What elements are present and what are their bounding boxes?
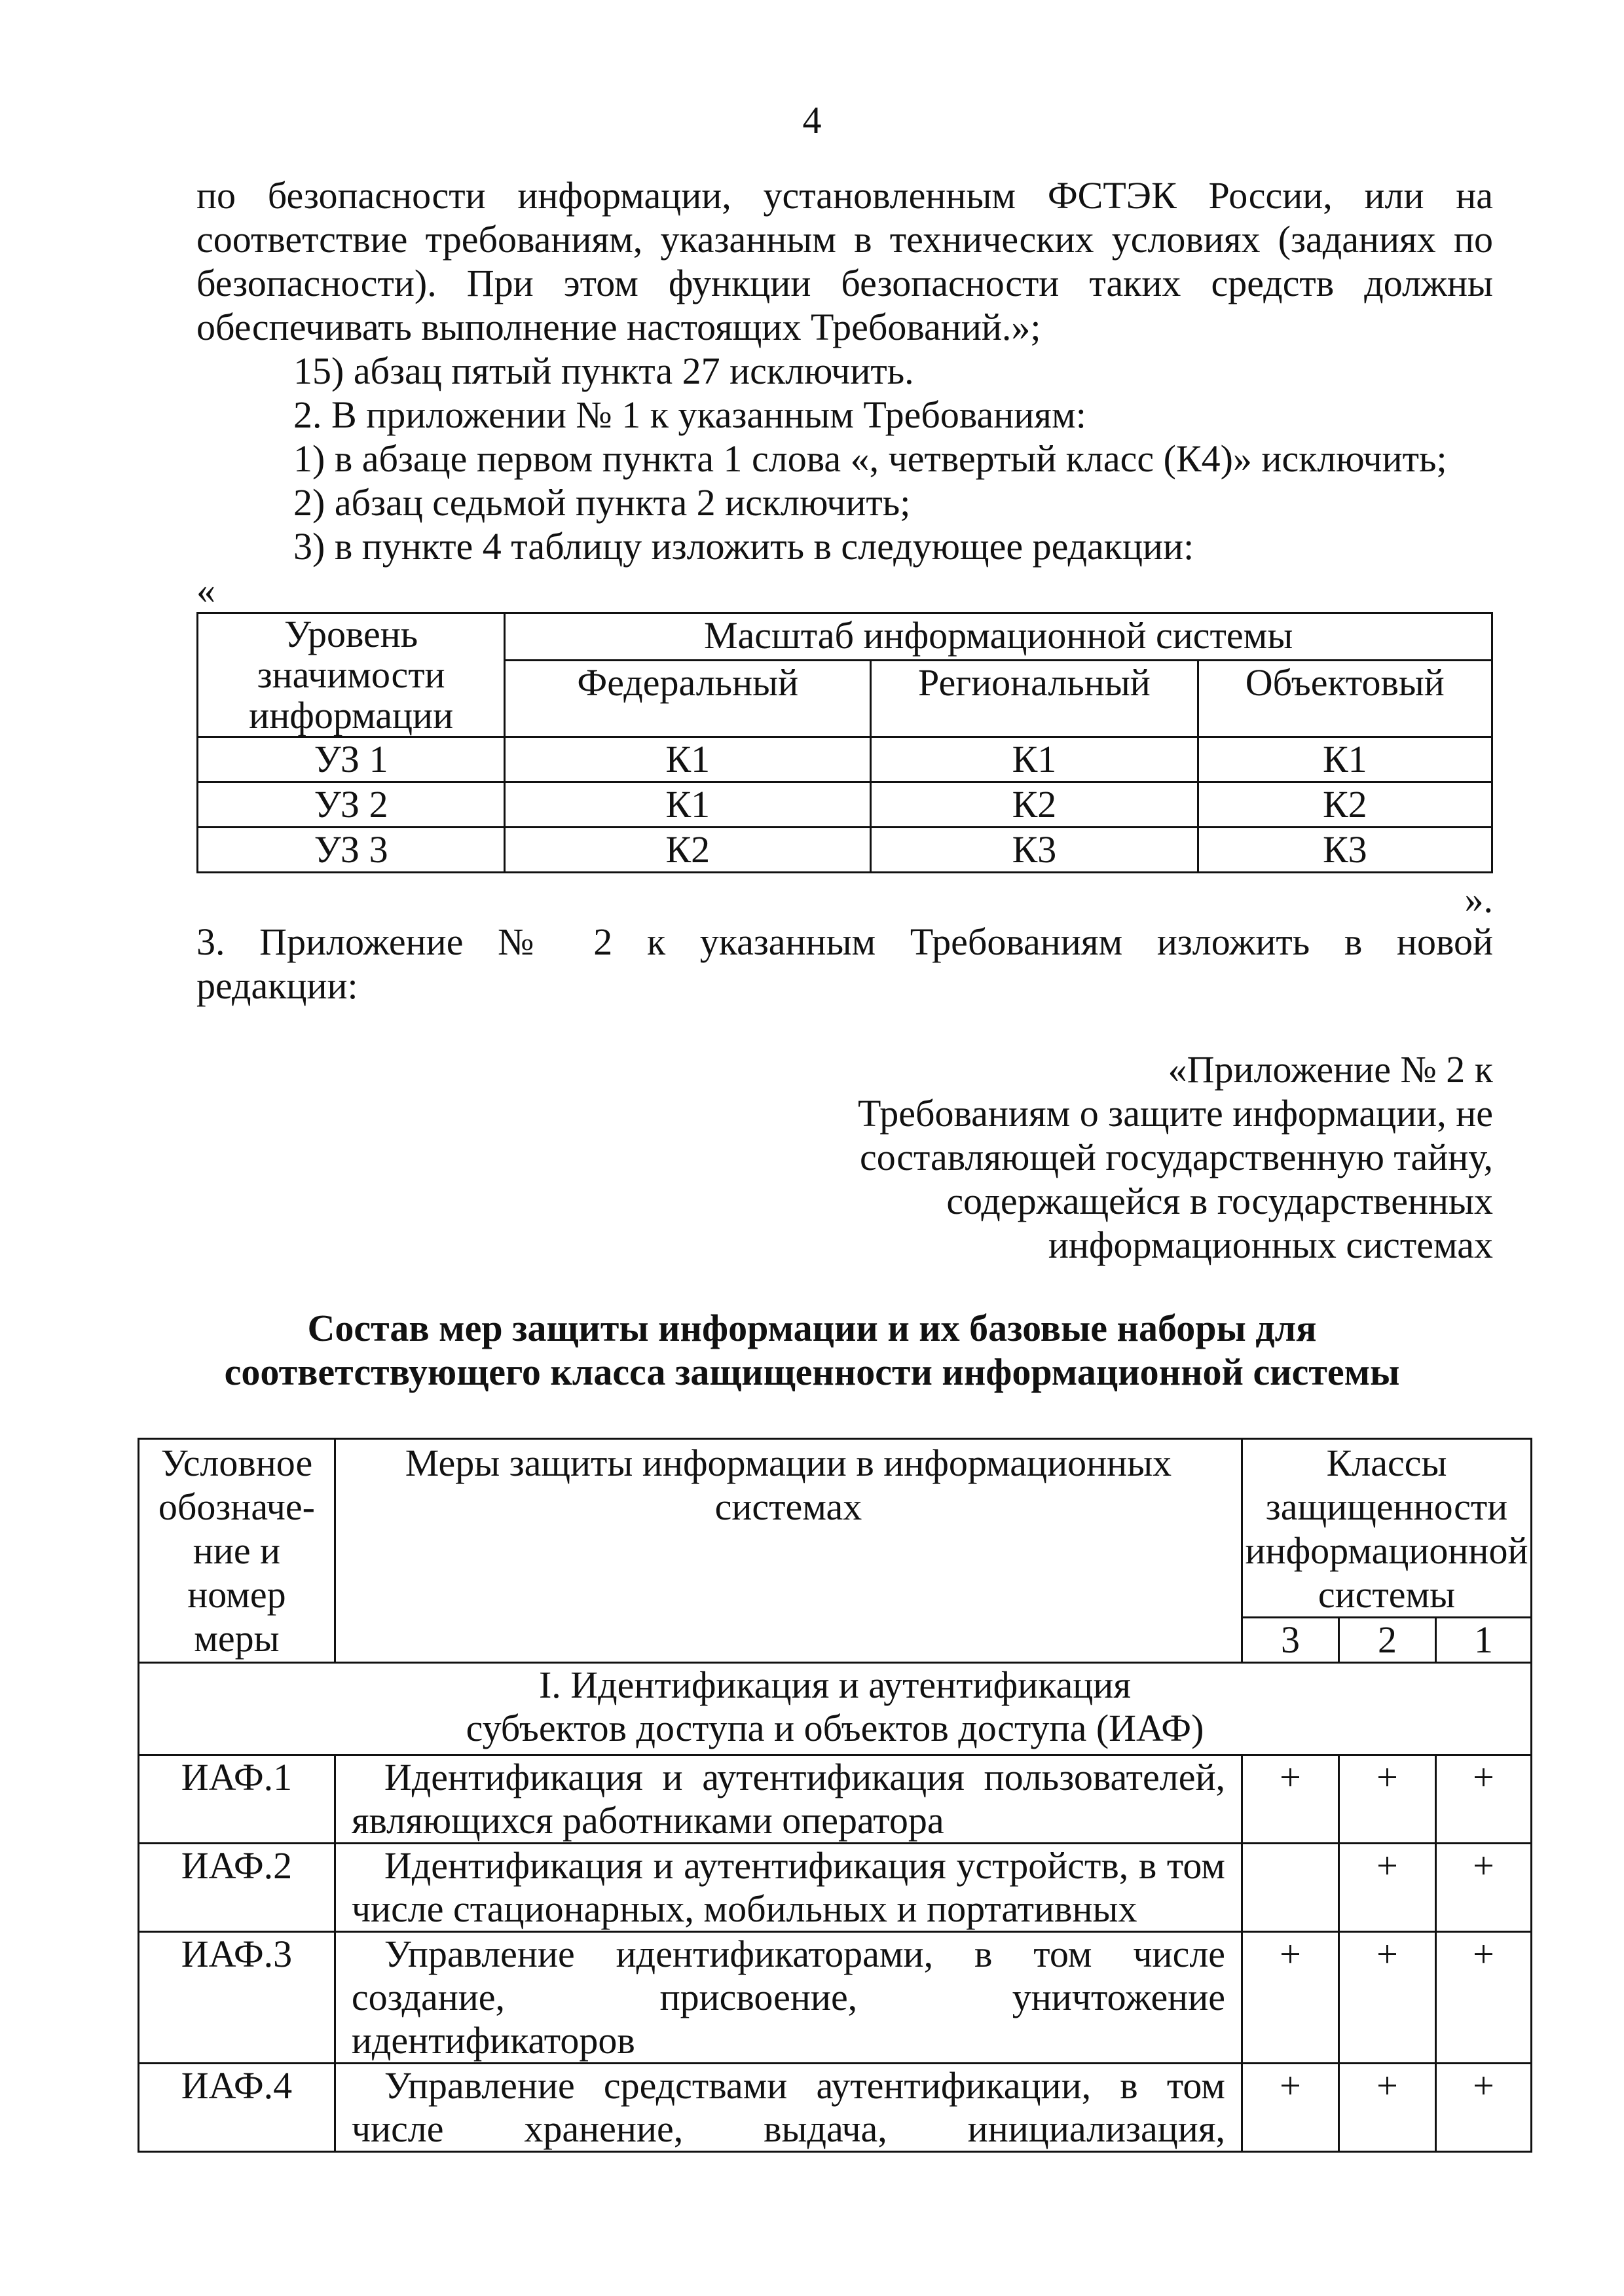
- measure-name: [335, 1844, 1242, 1932]
- class-cell: К1: [871, 737, 1198, 782]
- appendix-header-line: содержащейся в государственных: [946, 1180, 1493, 1222]
- measures-table: [138, 1438, 1532, 2153]
- intro-paragraph-line-1: по безопасности информации, установленным ФСТЭК России, или на: [196, 174, 1493, 217]
- mark-class-3: +: [1242, 1755, 1339, 1844]
- measure-name-line-2: создание, присвоение, уничтожение идентификаторов: [351, 1976, 1226, 2062]
- item-3-line-2: редакции:: [196, 964, 358, 1007]
- table-row: [139, 1932, 1532, 2064]
- table-row: [198, 737, 1492, 782]
- class-cell: К1: [1198, 737, 1492, 782]
- measure-name-line-2: числе хранение, выдача, инициализация,: [351, 2107, 1226, 2150]
- section-row: [139, 1663, 1532, 1755]
- appendix-header: [858, 1048, 1493, 1267]
- mark-class-2: +: [1339, 1844, 1436, 1932]
- title-line-2: соответствующего класса защищенности информационной системы: [224, 1351, 1400, 1393]
- measures-col-name-header: Меры защиты информации в информационных системах: [335, 1439, 1242, 1663]
- section-title: [139, 1663, 1532, 1755]
- table-row: [139, 1844, 1532, 1932]
- class-1-header: 1: [1435, 1618, 1531, 1663]
- mark-class-1: +: [1435, 1755, 1531, 1844]
- class-cell: К3: [1198, 828, 1492, 873]
- measure-code: ИАФ.2: [139, 1844, 335, 1932]
- measure-name: [335, 2064, 1242, 2152]
- appendix-header-line: информационных системах: [1048, 1224, 1493, 1266]
- open-quote: «: [196, 569, 215, 611]
- item-15: 15) абзац пятый пункта 27 исключить.: [293, 350, 914, 392]
- measure-code: ИАФ.3: [139, 1932, 335, 2064]
- measure-name: [335, 1932, 1242, 2064]
- mark-class-3: [1242, 1844, 1339, 1932]
- mark-class-1: +: [1435, 2064, 1531, 2152]
- level-cell: УЗ 1: [198, 737, 505, 782]
- class-cell: К3: [871, 828, 1198, 873]
- measure-name-line-1: Идентификация и аутентификация пользователей,: [384, 1756, 1226, 1798]
- item-2-3: 3) в пункте 4 таблицу изложить в следующее редакции:: [293, 525, 1194, 568]
- mark-class-2: +: [1339, 1932, 1436, 2064]
- section-title-line-1: I. Идентификация и аутентификация: [538, 1664, 1132, 1706]
- measure-name-line-1: Идентификация и аутентификация устройств, в том: [384, 1844, 1226, 1887]
- measure-name-line-2: числе стационарных, мобильных и портативных: [351, 1887, 1137, 1930]
- intro-paragraph-line-3: безопасности). При этом функции безопасности таких средств должны: [196, 262, 1493, 304]
- document-title: [0, 1306, 1624, 1394]
- mark-class-2: +: [1339, 1755, 1436, 1844]
- table-row: [198, 828, 1492, 873]
- class-cell: К1: [505, 782, 871, 828]
- table-row: [139, 2064, 1532, 2152]
- title-line-1: Состав мер защиты информации и их базовые наборы для: [307, 1307, 1317, 1349]
- levels-col-regional: Региональный: [871, 660, 1198, 737]
- section-title-line-2: субъектов доступа и объектов доступа (ИАФ): [466, 1707, 1204, 1749]
- measures-col-code-header: Условное обозначе-ние и номер меры: [139, 1439, 335, 1663]
- class-cell: К1: [505, 737, 871, 782]
- table-row: [139, 1755, 1532, 1844]
- mark-class-1: +: [1435, 1932, 1531, 2064]
- close-quote: ».: [1464, 878, 1493, 920]
- item-2: 2. В приложении № 1 к указанным Требованиям:: [293, 393, 1086, 436]
- levels-row-header: Уровень значимости информации: [198, 613, 505, 737]
- class-cell: К2: [871, 782, 1198, 828]
- table-row: [198, 782, 1492, 828]
- class-3-header: 3: [1242, 1618, 1339, 1663]
- levels-col-object: Объектовый: [1198, 660, 1492, 737]
- item-2-1: 1) в абзаце первом пункта 1 слова «, четвертый класс (К4)» исключить;: [293, 437, 1447, 480]
- appendix-header-line: составляющей государственную тайну,: [860, 1136, 1493, 1178]
- levels-col-federal: Федеральный: [505, 660, 871, 737]
- measure-code: ИАФ.1: [139, 1755, 335, 1844]
- level-cell: УЗ 3: [198, 828, 505, 873]
- levels-group-header: Масштаб информационной системы: [505, 613, 1492, 661]
- intro-paragraph-line-2: соответствие требованиям, указанным в технических условиях (заданиях по: [196, 218, 1493, 261]
- page-number: 4: [802, 99, 822, 141]
- measure-name-line-1: Управление средствами аутентификации, в том: [384, 2064, 1226, 2107]
- measure-name: [335, 1755, 1242, 1844]
- mark-class-2: +: [1339, 2064, 1436, 2152]
- measure-name-line-1: Управление идентификаторами, в том числе: [384, 1933, 1226, 1975]
- mark-class-3: +: [1242, 1932, 1339, 2064]
- measures-col-classes-header: Классы защищенности информационной системы: [1242, 1439, 1532, 1618]
- levels-table: [196, 612, 1493, 873]
- mark-class-3: +: [1242, 2064, 1339, 2152]
- class-cell: К2: [1198, 782, 1492, 828]
- intro-paragraph-line-4: обеспечивать выполнение настоящих Требований.»;: [196, 306, 1041, 348]
- class-2-header: 2: [1339, 1618, 1436, 1663]
- class-cell: К2: [505, 828, 871, 873]
- appendix-header-line: Требованиям о защите информации, не: [858, 1092, 1493, 1135]
- measure-name-line-2: являющихся работниками оператора: [351, 1799, 944, 1842]
- measure-code: ИАФ.4: [139, 2064, 335, 2152]
- appendix-header-line: «Приложение № 2 к: [1168, 1048, 1493, 1091]
- item-3-line-1: 3. Приложение № 2 к указанным Требованиям изложить в новой: [196, 920, 1493, 963]
- item-2-2: 2) абзац седьмой пункта 2 исключить;: [293, 481, 911, 524]
- mark-class-1: +: [1435, 1844, 1531, 1932]
- level-cell: УЗ 2: [198, 782, 505, 828]
